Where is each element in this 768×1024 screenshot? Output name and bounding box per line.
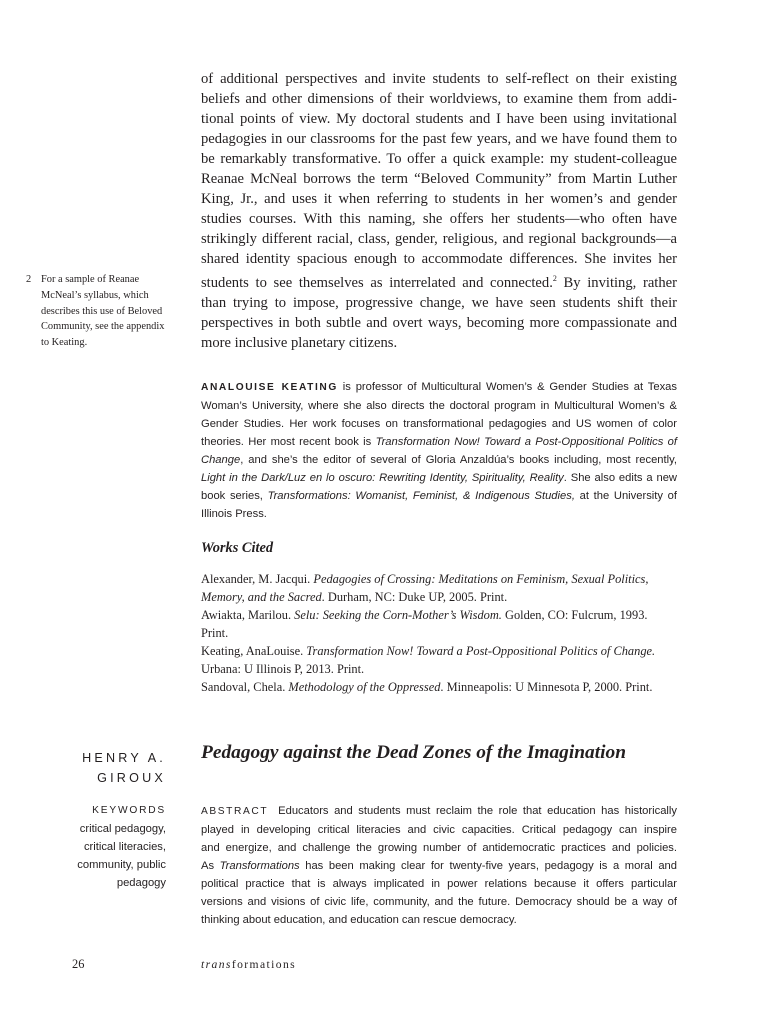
keyword: community, public	[77, 859, 166, 871]
bio-text: book series,	[201, 490, 268, 502]
citation-continuation	[201, 588, 677, 606]
article-title: Pedagogy against the Dead Zones of the Imagination	[201, 742, 626, 763]
abstract-text: As	[201, 860, 220, 872]
bio-line	[201, 378, 677, 397]
abstract-line: versions and visions of civic life, community, and the future. Democracy should be a way of	[201, 896, 677, 908]
citation-title: Pedagogies of Crossing: Meditations on Feminism, Sexual Politics,	[313, 572, 649, 586]
citation-publisher: Golden, CO: Fulcrum, 1993.	[501, 608, 648, 622]
body-line: be remarkably transformative. To offer a quick example: my student-colleague	[201, 151, 677, 167]
body-paragraph	[201, 69, 677, 353]
abstract-line: political practice that is always implicated in power relations because it offers particular	[201, 878, 677, 890]
body-line	[201, 269, 677, 293]
bio-text: is professor of Multicultural Women’s & Gender Studies at Texas	[337, 381, 677, 393]
bio-text: at the University of	[574, 490, 677, 502]
author-bio	[201, 378, 677, 523]
bio-line	[201, 451, 677, 469]
citation-author: Alexander, M. Jacqui.	[201, 572, 314, 586]
works-cited-list	[201, 570, 677, 696]
body-line: tional points of view. My doctoral students and I have been using invitational	[201, 111, 677, 127]
keywords-label: KEYWORDS	[92, 805, 166, 816]
keyword: critical pedagogy,	[79, 823, 166, 835]
footnote-reference[interactable]: 2	[552, 274, 557, 283]
body-line: Reanae McNeal borrows the term “Beloved Community” from Martin Luther	[201, 171, 677, 187]
citation-continuation: Urbana: U Illinois P, 2013. Print.	[201, 662, 365, 676]
keyword: pedagogy	[116, 877, 166, 889]
body-line: than trying to impose, progressive change, we have seen students shift their	[201, 294, 677, 311]
citation-continuation: Print.	[201, 626, 229, 640]
body-line-part: By inviting, rather	[556, 274, 677, 291]
bio-book-title: Change	[201, 454, 241, 466]
citation-publisher: . Minneapolis: U Minnesota P, 2000. Print.	[440, 680, 653, 694]
journal-name-rest: formations	[231, 958, 297, 971]
citation-author: Awiakta, Marilou.	[201, 608, 295, 622]
body-line: strikingly different racial, class, gender, religious, and regional backgrounds—a	[201, 231, 677, 247]
body-line: more inclusive planetary citizens.	[201, 334, 398, 351]
body-line: King, Jr., and uses it when referring to students in her women’s and gender	[201, 191, 677, 207]
body-line: pedagogies in our classrooms for the past few years, and we have found them to	[201, 131, 677, 147]
bio-series-title: Transformations: Womanist, Feminist, & Indigenous Studies,	[267, 490, 575, 502]
citation-title: Memory, and the Sacred	[201, 590, 322, 604]
bio-text: . She also edits a new	[563, 472, 677, 484]
author-line: GIROUX	[97, 771, 166, 785]
abstract-line: thinking about education, and education can rescue democracy.	[201, 914, 517, 926]
abstract-line	[201, 857, 677, 875]
page-number: 26	[72, 957, 85, 971]
abstract-line: and energize, and challenge the growing number of antidemocratic practices and policies.	[201, 842, 677, 854]
bio-book-title: Light in the Dark/Luz en lo oscuro: Rewriting Identity, Spirituality, Reality	[201, 472, 564, 484]
body-line: beliefs and other dimensions of their worldviews, to examine them from addi-	[201, 91, 677, 107]
body-line: of additional perspectives and invite students to self-reflect on their existing	[201, 71, 677, 87]
footnote-text: For a sample of Reanae McNeal’s syllabus, which describes this use of Beloved Community, see the appendix to Keating.	[41, 274, 165, 349]
citation	[201, 570, 677, 606]
keywords	[26, 802, 166, 892]
citation	[201, 606, 677, 642]
bio-line: Gender Studies. Her work focuses on transformational pedagogies and US women of color	[201, 418, 677, 430]
keyword: critical literacies,	[83, 841, 166, 853]
bio-text: , and she’s the editor of several of Gloria Anzaldúa’s books including, most recently,	[240, 454, 677, 466]
abstract-label: ABSTRACT	[201, 806, 269, 817]
author-line: HENRY A.	[82, 751, 166, 765]
body-line: shared identity spacious enough to accommodate differences. She invites her	[201, 251, 677, 267]
bio-line: Illinois Press.	[201, 508, 267, 520]
journal-mention: Transformations	[219, 860, 300, 872]
footnote-number: 2	[26, 274, 32, 285]
citation-title: Methodology of the Oppressed	[288, 680, 441, 694]
bio-author-name: ANALOUISE KEATING	[201, 382, 338, 393]
bio-text: theories. Her most recent book is	[201, 436, 376, 448]
abstract-text: Educators and students must reclaim the role that education has historically	[278, 805, 677, 817]
abstract-line: played in developing critical literacies and civic capacities. Critical pedagogy can inspire	[201, 824, 677, 836]
citation-title: Selu: Seeking the Corn-Mother’s Wisdom.	[294, 608, 502, 622]
bio-book-title: Transformation Now! Toward a Post-Oppositional Politics of	[375, 436, 677, 448]
citation-publisher: . Durham, NC: Duke UP, 2005. Print.	[321, 590, 508, 604]
journal-name	[201, 958, 296, 971]
body-line: studies courses. With this naming, she offers her students—who often have	[201, 211, 677, 227]
body-line-part: students to see themselves as interrelated and connected.	[201, 274, 553, 291]
body-line: perspectives in both subtle and overt ways, becoming more compassionate and	[201, 314, 677, 331]
citation-author: Sandoval, Chela.	[201, 680, 289, 694]
abstract-line	[201, 802, 677, 821]
citation-title: Transformation Now! Toward a Post-Oppositional Politics of Change.	[306, 644, 656, 658]
bio-line: Woman’s University, where she also directs the doctoral program in Multicultural Women’s &	[201, 400, 677, 412]
footnote	[26, 272, 166, 351]
citation-author: Keating, AnaLouise.	[201, 644, 307, 658]
abstract-text: has been making clear for twenty-five years, pedagogy is a moral and	[299, 860, 677, 872]
bio-line	[201, 433, 677, 451]
abstract	[201, 802, 677, 929]
article-author	[82, 748, 166, 788]
works-cited-heading: Works Cited	[201, 540, 274, 556]
bio-line	[201, 487, 677, 505]
citation	[201, 678, 677, 696]
bio-line	[201, 469, 677, 487]
journal-name-italic: trans	[201, 958, 232, 971]
citation	[201, 642, 677, 678]
